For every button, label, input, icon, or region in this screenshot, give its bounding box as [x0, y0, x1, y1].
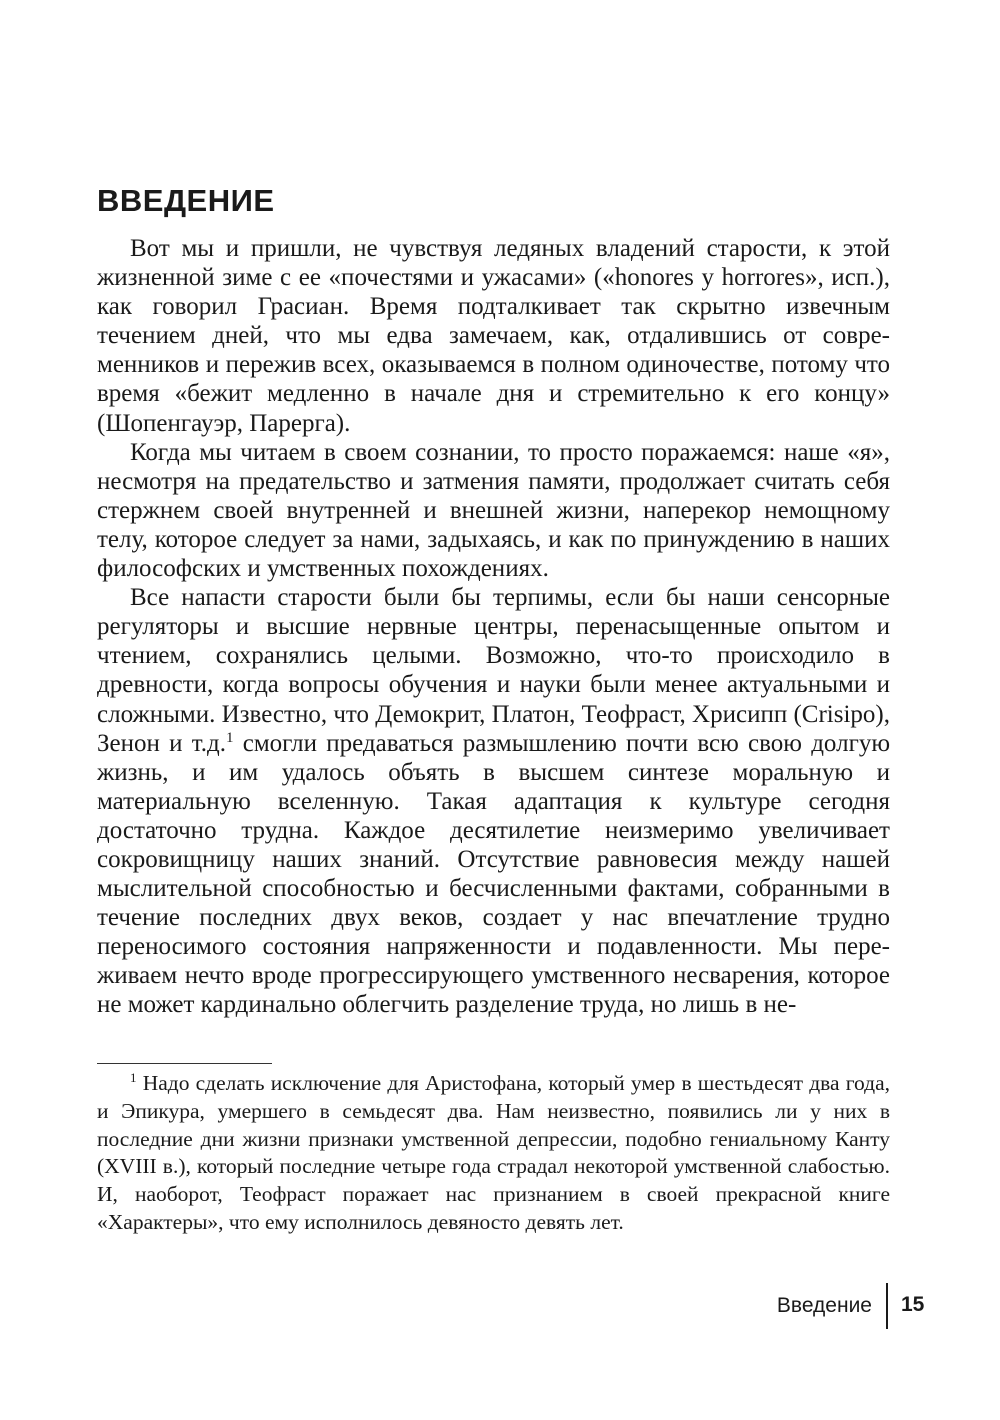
paragraph-2: Когда мы читаем в своем сознании, то просто поражаемся: наше «я», несмотря на предательство и затмения памяти, продолжает считать себя стержнем своей внутренней и внешней жизни, наперекор немощному телу, которое следует за нами, задыхаясь, и как по принуждению в наших философских и умственных похождениях.: [97, 438, 890, 583]
paragraph-3: [97, 583, 890, 1019]
paragraph-1: Вот мы и пришли, не чувствуя ледяных владений старости, к этой жизненной зиме с ее «почестями и ужасами» («honores y horrores», исп.), как говорил Грасиан. Время подталкивает так скрытно извечным течением дней, что мы едва замечаем, как, отдалившись от современников и пережив всех, оказываемся в полном одиночестве, потому что время «бежит медленно в начале дня и стремительно к его концу» (Шопенгауэр, Парерга).: [97, 235, 890, 437]
chapter-title: ВВЕДЕНИЕ: [97, 183, 275, 218]
body-text: [97, 234, 890, 1020]
paragraph-3-part-a: Все напасти старости были бы терпимы, если бы наши сенсорные регуляторы и высшие нервные центры, перенасыщенные опытом и чтением, сохранялись целыми. Возможно, что-то происходило в древности, когда вопросы обучения и науки были менее актуальными и сложными. Известно, что Демокрит, Платон, Теофраст, Хрисипп (Crisipo), Зенон и т.д.: [97, 584, 890, 757]
footnote-marker: 1: [130, 1070, 137, 1085]
footnote-reference[interactable]: 1: [226, 729, 234, 746]
running-head-section: Введение: [776, 1294, 872, 1317]
footnote: [97, 1070, 890, 1237]
paragraph-3-part-b: смогли предаваться размышлению почти всю свою долгую жизнь, и им удалось объять в высшем синтезе моральную и материальную вселенную. Такая адаптация к культуре сегодня достаточно трудна. Каждое десятилетие неизмеримо увеличивает сокровищницу наших знаний. Отсутствие равновесия между нашей мыслительной способностью и бесчисленными фактами, собранными в течение последних двух веков, создает у нас впечатление трудно переносимого состояния напряженности и подавленности. Мы переживаем нечто вроде прогрессирующего умственного несварения, которое не может кардинально облегчить разделение труда, но лишь в не-: [97, 729, 891, 1019]
footnote-separator: [97, 1063, 272, 1064]
running-head-divider: [886, 1283, 888, 1329]
footnote-text: Надо сделать исключение для Аристофана, который умер в шестьдесят два года, и Эпикура, умершего в семьдесят два. Нам неизвестно, появились ли у них в последние дни жизни признаки умственной депрессии, подобно гениальному Канту (XVIII в.), который последние четыре года страдал некоторой умственной слабостью. И, наоборот, Теофраст поражает нас признанием в своей прекрасной книге «Характеры», что ему исполнилось девяносто девять лет.: [97, 1071, 890, 1234]
page-number: 15: [901, 1293, 925, 1316]
